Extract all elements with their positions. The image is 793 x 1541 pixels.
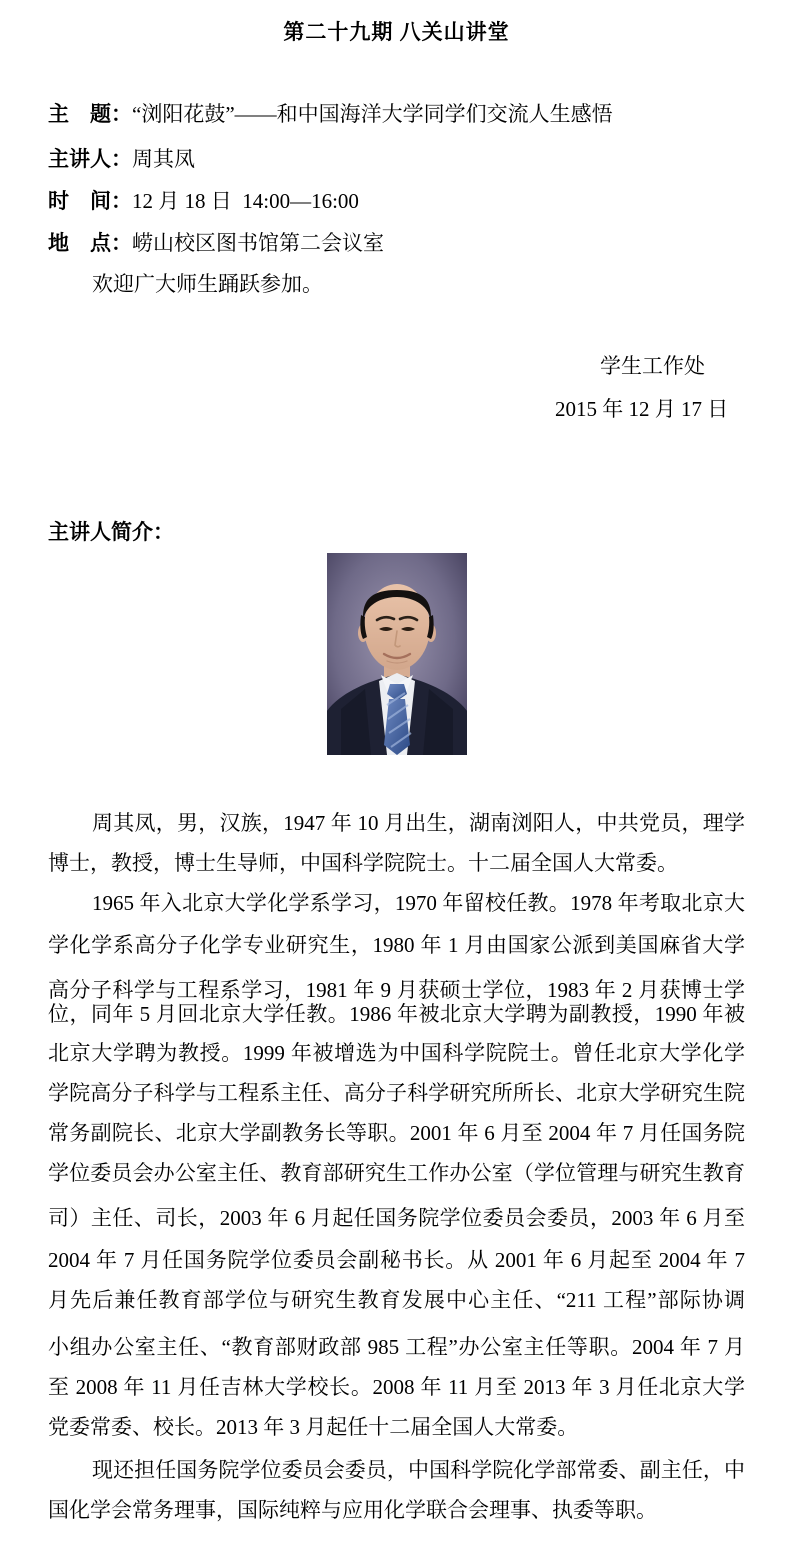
bio-line: 博士，教授，博士生导师，中国科学院院士。十二届全国人大常委。 (48, 851, 678, 875)
bio-line: 1965 年入北京大学化学系学习，1970 年留校任教。1978 年考取北京大 (92, 891, 745, 915)
time-value: 12 月 18 日 14:00—16:00 (132, 189, 359, 213)
bio-line: 至 2008 年 11 月任吉林大学校长。2008 年 11 月至 2013 年 3 月任北京大学 (48, 1375, 745, 1399)
bio-line: 周其凤，男，汉族，1947 年 10 月出生，湖南浏阳人，中共党员，理学 (92, 811, 745, 835)
topic-label: 主 题： (48, 102, 132, 126)
speaker-photo (327, 553, 467, 755)
bio-line: 学化学系高分子化学专业研究生，1980 年 1 月由国家公派到美国麻省大学 (48, 933, 745, 957)
speaker-photo-graphic (327, 553, 467, 755)
signoff-date: 2015 年 12 月 17 日 (555, 397, 729, 421)
page-title: 第二十九期 八关山讲堂 (283, 20, 510, 44)
bio-line: 北京大学聘为教授。1999 年被增选为中国科学院院士。曾任北京大学化学 (48, 1041, 745, 1065)
bio-line: 现还担任国务院学位委员会委员，中国科学院化学部常委、副主任，中 (92, 1458, 745, 1482)
bio-line: 国化学会常务理事，国际纯粹与应用化学联合会理事、执委等职。 (48, 1498, 657, 1522)
speaker-row (48, 146, 748, 172)
signoff-department: 学生工作处 (600, 354, 705, 378)
bio-line: 司）主任、司长，2003 年 6 月起任国务院学位委员会委员，2003 年 6 月至 (48, 1206, 745, 1230)
bio-line: 位，同年 5 月回北京大学任教。1986 年被北京大学聘为副教授，1990 年被 (48, 1002, 745, 1026)
bio-line: 月先后兼任教育部学位与研究生教育发展中心主任、“211 工程”部际协调 (48, 1288, 745, 1312)
speaker-label: 主讲人： (48, 147, 132, 171)
time-label: 时 间： (48, 189, 132, 213)
topic-row (48, 101, 748, 127)
welcome-line: 欢迎广大师生踊跃参加。 (92, 272, 323, 296)
place-label: 地 点： (48, 231, 132, 255)
bio-line: 常务副院长、北京大学副教务长等职。2001 年 6 月至 2004 年 7 月任国务院 (48, 1121, 745, 1145)
topic-value: “浏阳花鼓”——和中国海洋大学同学们交流人生感悟 (132, 102, 613, 126)
bio-line: 高分子科学与工程系学习，1981 年 9 月获硕士学位，1983 年 2 月获博士学 (48, 978, 745, 1002)
bio-line: 学院高分子科学与工程系主任、高分子科学研究所所长、北京大学研究生院 (48, 1081, 745, 1105)
bio-line: 学位委员会办公室主任、教育部研究生工作办公室（学位管理与研究生教育 (48, 1161, 745, 1185)
place-value: 崂山校区图书馆第二会议室 (132, 231, 384, 255)
bio-heading: 主讲人简介： (48, 520, 174, 544)
speaker-value: 周其凤 (132, 147, 195, 171)
bio-line: 党委常委、校长。2013 年 3 月起任十二届全国人大常委。 (48, 1415, 579, 1439)
time-row (48, 188, 748, 214)
bio-line: 2004 年 7 月任国务院学位委员会副秘书长。从 2001 年 6 月起至 2004 年 7 (48, 1248, 745, 1272)
place-row (48, 230, 748, 256)
bio-line: 小组办公室主任、“教育部财政部 985 工程”办公室主任等职。2004 年 7 月 (48, 1335, 745, 1359)
